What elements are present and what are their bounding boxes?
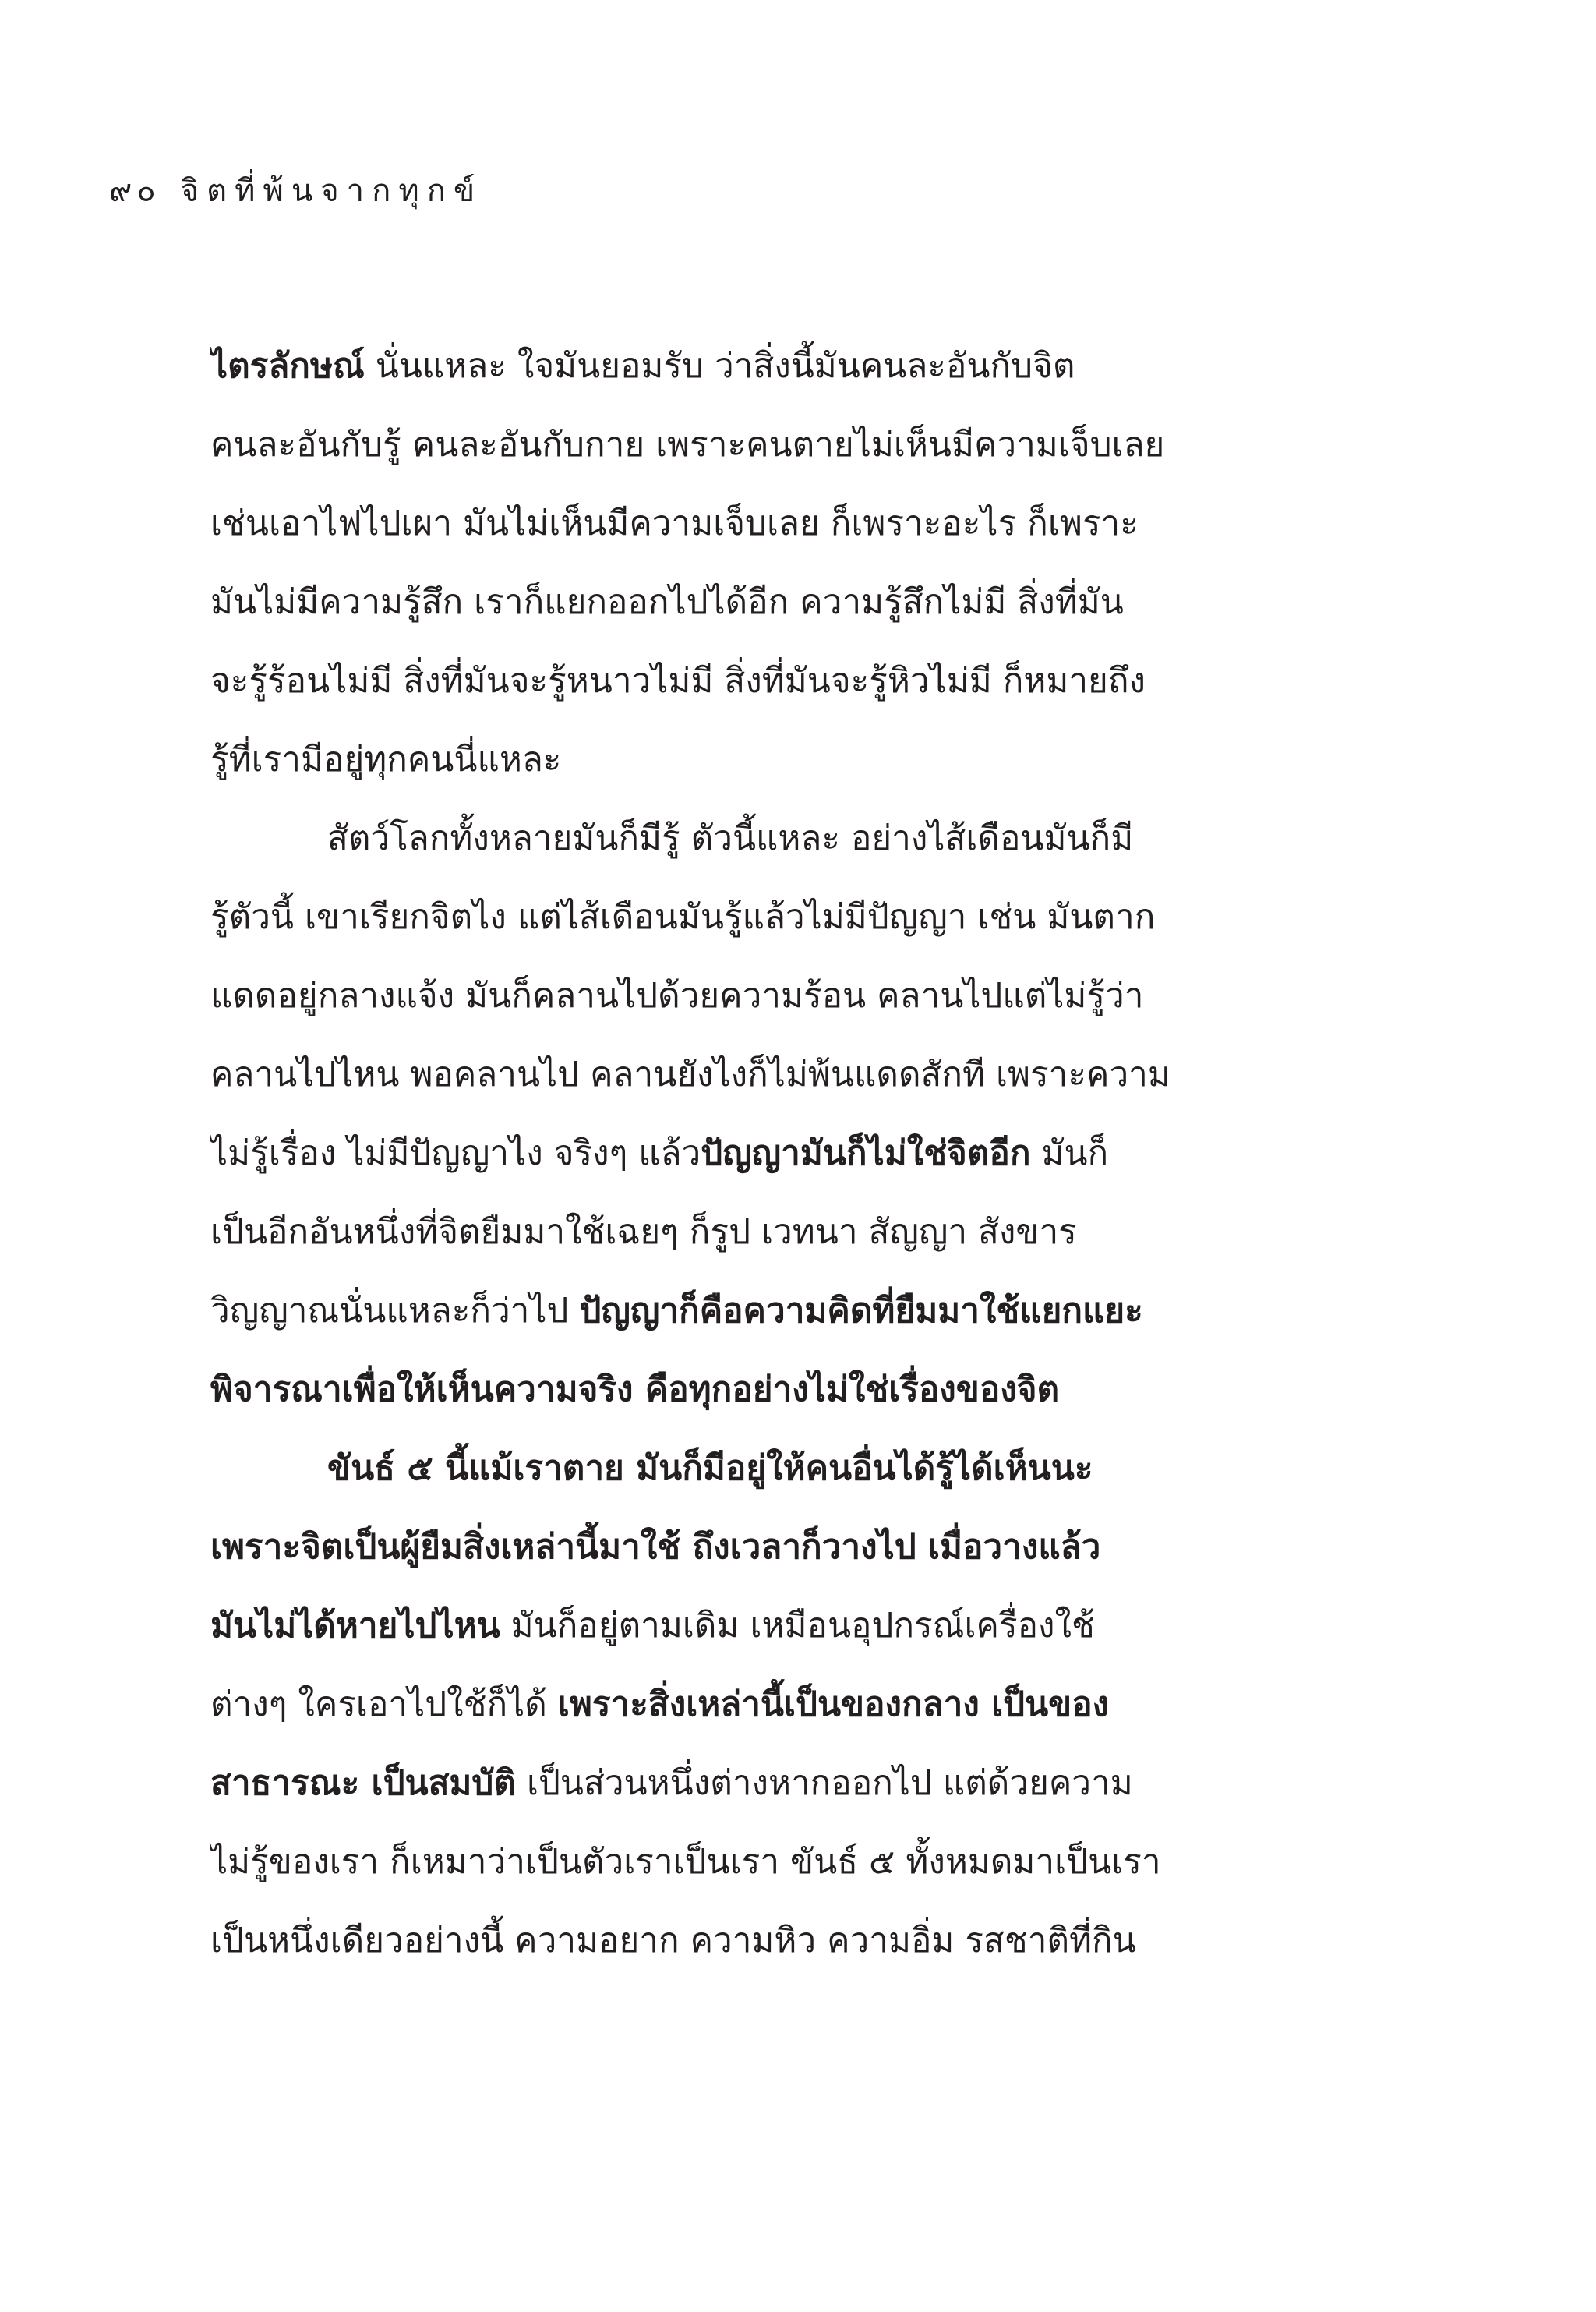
text-segment: เป็นหนึ่งเดียวอย่างนี้ ความอยาก ความหิว ความอิ่ม รสชาติที่กิน xyxy=(210,1921,1136,1960)
text-line xyxy=(210,890,1325,945)
page-number: ๙๐ xyxy=(109,173,161,209)
text-line xyxy=(210,654,1325,709)
bold-text-segment: ไตรลักษณ์ xyxy=(210,346,365,386)
text-line xyxy=(210,811,1325,866)
bold-text-segment: เพราะสิ่งเหล่านี้เป็นของกลาง เป็นของ xyxy=(557,1685,1110,1724)
text-line xyxy=(210,1363,1325,1417)
text-line xyxy=(210,1048,1325,1102)
text-line xyxy=(210,1205,1325,1260)
text-line xyxy=(210,1914,1325,1968)
bold-text-segment: ขันธ์ ๕ นี้แม้เราตาย มันก็มีอยู่ให้คนอื่นได้รู้ได้เห็นนะ xyxy=(327,1448,1093,1488)
text-segment: ไม่รู้ของเรา ก็เหมาว่าเป็นตัวเราเป็นเรา ขันธ์ ๕ ทั้งหมดมาเป็นเรา xyxy=(210,1842,1161,1882)
text-segment: รู้ที่เรามีอยู่ทุกคนนี่แหละ xyxy=(210,740,562,780)
text-line xyxy=(210,1835,1325,1890)
text-segment: ไม่รู้เรื่อง ไม่มีปัญญาไง จริงๆ แล้ว xyxy=(210,1133,701,1173)
bold-text-segment: สาธารณะ เป็นสมบัติ xyxy=(210,1763,516,1803)
text-segment: คนละอันกับรู้ คนละอันกับกาย เพราะคนตายไม่เห็นมีความเจ็บเลย xyxy=(210,425,1165,465)
text-segment: เช่นเอาไฟไปเผา มันไม่เห็นมีความเจ็บเลย ก็เพราะอะไร ก็เพราะ xyxy=(210,504,1139,543)
text-line xyxy=(210,1441,1325,1496)
text-line xyxy=(210,1284,1325,1338)
text-line xyxy=(210,1126,1325,1181)
text-line xyxy=(210,1756,1325,1811)
text-segment: มันก็ xyxy=(1030,1133,1109,1173)
text-segment: เป็นส่วนหนึ่งต่างหากออกไป แต่ด้วยความ xyxy=(515,1763,1133,1803)
text-segment: สัตว์โลกทั้งหลายมันก็มีรู้ ตัวนี้แหละ อย่างไส้เดือนมันก็มี xyxy=(327,818,1134,858)
bold-text-segment: ปัญญาก็คือความคิดที่ยืมมาใช้แยกแยะ xyxy=(579,1291,1143,1331)
bold-text-segment: เพราะจิตเป็นผู้ยืมสิ่งเหล่านี้มาใช้ ถึงเวลาก็วางไป เมื่อวางแล้ว xyxy=(210,1527,1101,1567)
text-segment: แดดอยู่กลางแจ้ง มันก็คลานไปด้วยความร้อน คลานไปแต่ไม่รู้ว่า xyxy=(210,976,1144,1016)
text-line xyxy=(210,575,1325,630)
text-segment: ต่างๆ ใครเอาไปใช้ก็ได้ xyxy=(210,1685,558,1724)
text-line xyxy=(210,339,1325,394)
text-line xyxy=(210,418,1325,472)
text-segment: มันไม่มีความรู้สึก เราก็แยกออกไปได้อีก ความรู้สึกไม่มี สิ่งที่มัน xyxy=(210,582,1124,622)
text-line xyxy=(210,1599,1325,1653)
text-line xyxy=(210,1677,1325,1732)
bold-text-segment: พิจารณาเพื่อให้เห็นความจริง คือทุกอย่างไม่ใช่เรื่องของจิต xyxy=(210,1370,1060,1409)
text-segment: วิญญาณนั่นแหละก็ว่าไป xyxy=(210,1291,580,1331)
text-line xyxy=(210,969,1325,1023)
bold-text-segment: มันไม่ได้หายไปไหน xyxy=(210,1606,500,1646)
text-segment: คลานไปไหน พอคลานไป คลานยังไงก็ไม่พ้นแดดสักที เพราะความ xyxy=(210,1055,1171,1094)
book-title: จิตที่พ้นจากทุกข์ xyxy=(180,173,483,209)
text-segment: นั่นแหละ ใจมันยอมรับ ว่าสิ่งนี้มันคนละอันกับจิต xyxy=(364,346,1075,386)
running-header xyxy=(109,168,482,214)
text-segment: เป็นอีกอันหนึ่งที่จิตยืมมาใช้เฉยๆ ก็รูป เวทนา สัญญา สังขาร xyxy=(210,1212,1077,1252)
text-line xyxy=(210,497,1325,551)
text-line xyxy=(210,733,1325,787)
text-line xyxy=(210,1520,1325,1575)
text-segment: จะรู้ร้อนไม่มี สิ่งที่มันจะรู้หนาวไม่มี สิ่งที่มันจะรู้หิวไม่มี ก็หมายถึง xyxy=(210,661,1146,701)
text-segment: มันก็อยู่ตามเดิม เหมือนอุปกรณ์เครื่องใช้ xyxy=(500,1606,1095,1646)
text-segment: รู้ตัวนี้ เขาเรียกจิตไง แต่ไส้เดือนมันรู้แล้วไม่มีปัญญา เช่น มันตาก xyxy=(210,897,1156,937)
bold-text-segment: ปัญญามันก็ไม่ใช่จิตอีก xyxy=(701,1133,1031,1173)
